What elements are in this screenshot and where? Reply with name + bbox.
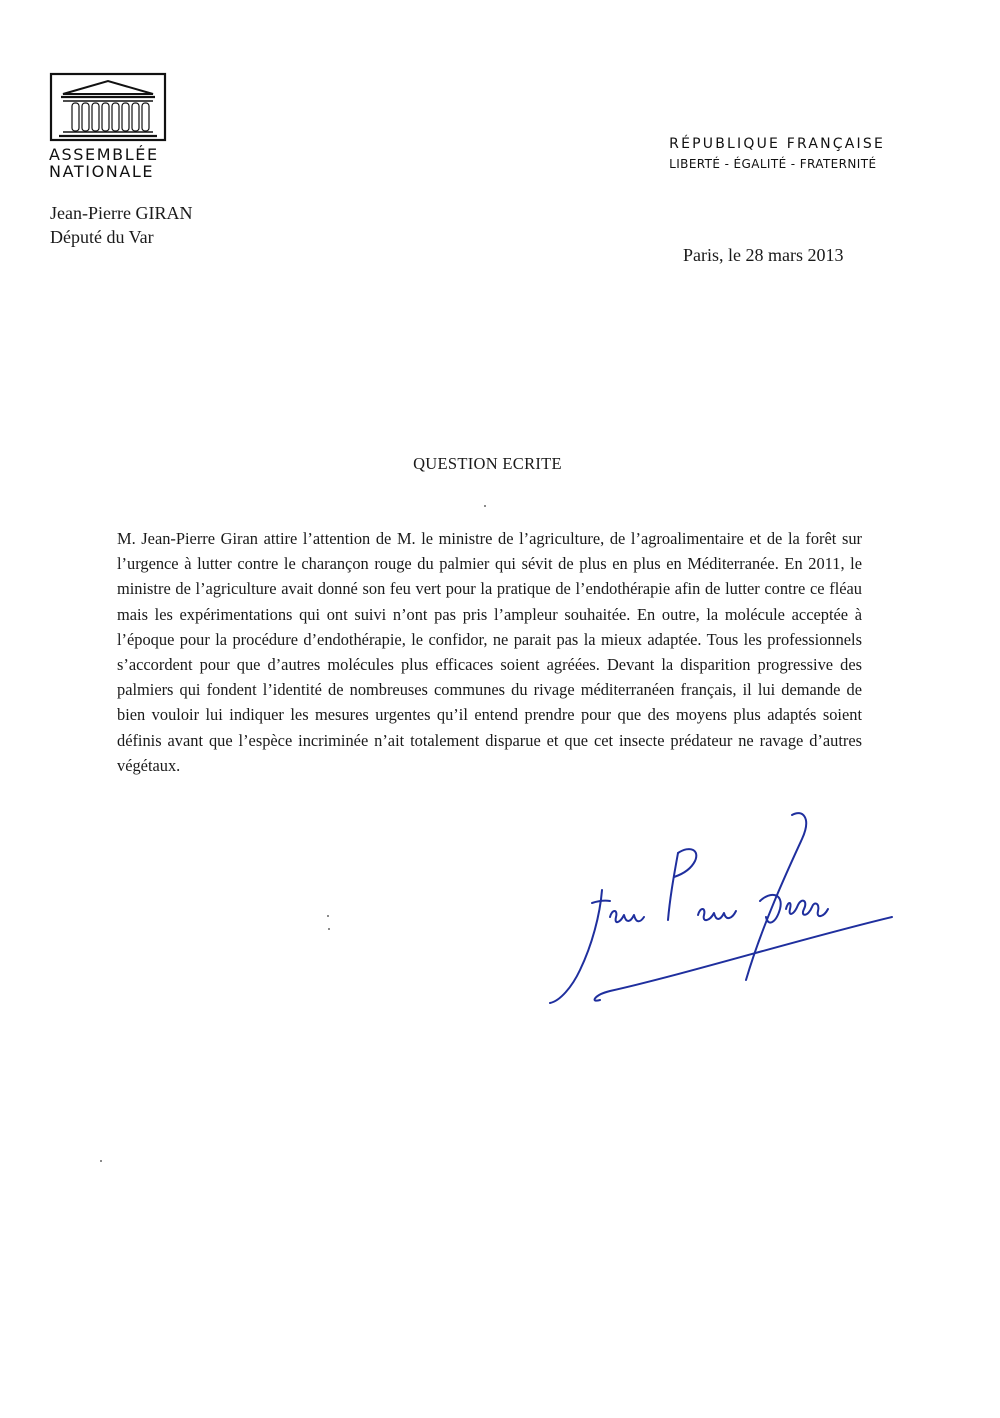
republic-header: [669, 135, 885, 173]
speck: [328, 928, 330, 930]
author-block: [50, 201, 192, 249]
author-name: Jean-Pierre GIRAN: [50, 203, 193, 223]
republic-name: RÉPUBLIQUE FRANÇAISE: [669, 136, 885, 152]
institution-name-line2: NATIONALE: [49, 162, 155, 181]
republic-motto: LIBERTÉ - ÉGALITÉ - FRATERNITÉ: [669, 157, 877, 171]
parliament-building-icon: [49, 72, 167, 142]
assemblee-nationale-logo: [49, 72, 179, 180]
speck: [484, 505, 486, 507]
letter-date: Paris, le 28 mars 2013: [683, 245, 844, 265]
speck: [100, 1160, 102, 1162]
question-body: M. Jean-Pierre Giran attire l’attention de M. le ministre de l’agriculture, de l’agroalimentaire et de la forêt sur l’urgence à lutter contre le charançon rouge du palmier qui sévit de plus en plus en Méditerranée. En 2011, le ministre de l’agriculture avait donné son feu vert pour la pratique de l’endothérapie afin de lutter contre ce fléau mais les expérimentations qui ont suivi n’ont pas pris l’ampleur souhaitée. En outre, la molécule acceptée à l’époque pour la procédure d’endothérapie, le confidor, ne parait pas la mieux adaptée. Tous les professionnels s’accordent pour que d’autres molécules plus efficaces soient agréées. Devant la disparition progressive des palmiers qui fondent l’identité de nombreuses communes du rivage méditerranéen français, il lui demande de bien vouloir lui indiquer les mesures urgentes qu’il entend prendre pour que des moyens plus adaptés soient définis avant que l’espèce incriminée n’ait totalement disparue et que cet insecte prédateur ne ravage d’autres végétaux.: [117, 529, 862, 775]
document-title: QUESTION ECRITE: [413, 454, 562, 473]
institution-name-line1: ASSEMBLÉE: [49, 145, 159, 164]
handwritten-signature: [540, 805, 900, 1015]
speck: [327, 915, 329, 917]
author-role: Député du Var: [50, 227, 154, 247]
